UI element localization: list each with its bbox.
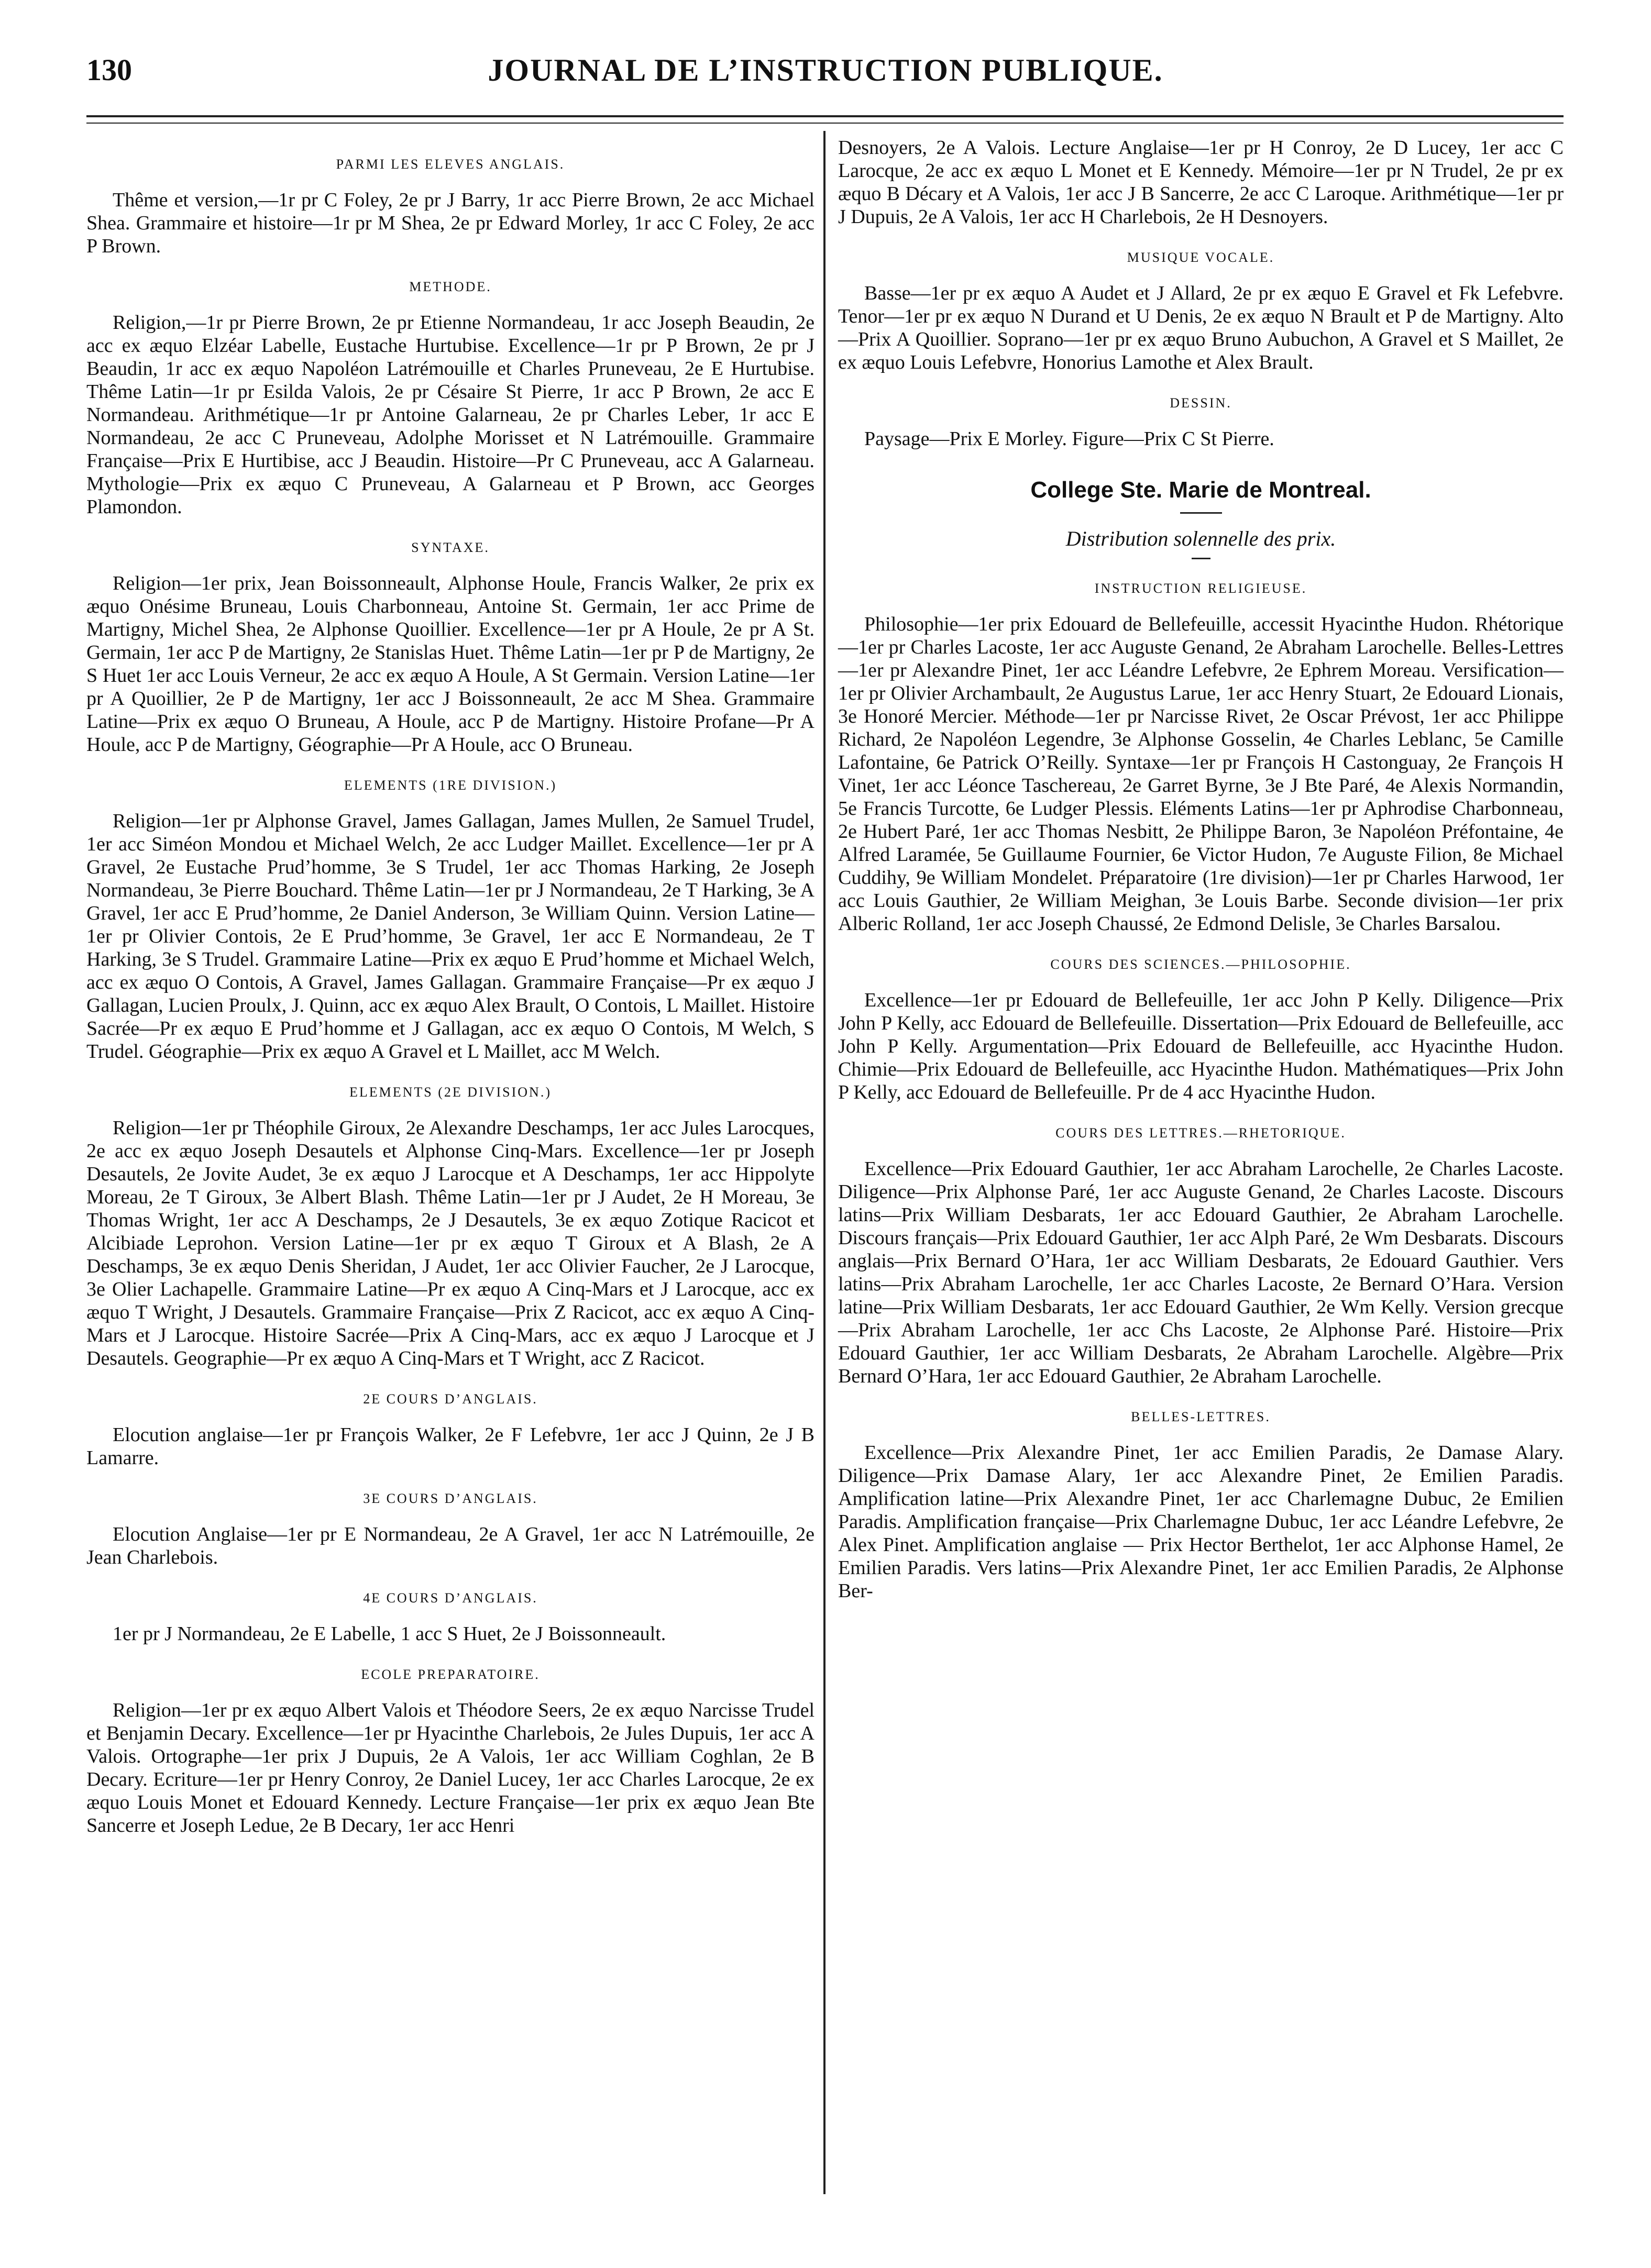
subtitle-rule [1192,558,1210,559]
section-text: Religion—1er pr Alphonse Gravel, James Gallagan, James Mullen, 2e Samuel Trudel, 1er acc Siméon Mondou et Michael Welch, 2e acc Ludger Maillet. Excellence—1er pr A Gravel, 2e Eustache Prud’homme, 3e S Trudel, 1er acc Thomas Harking, 2e Joseph Normandeau, 3e Pierre Bouchard. Thême Latin—1er pr J Normandeau, 2e T Harking, 3e A Gravel, 1er acc E Prud’homme, 2e Daniel Anderson, 3e William Quinn. Version Latine—1er pr Olivier Contois, 2e E Prud’homme, 3e Gravel, 1er acc E Normandeau, 2e T Harking, 3e S Trudel. Grammaire Latine—Prix ex æquo E Prud’homme et Michael Welch, acc ex æquo O Contois, A Gravel, James Gallagan. Grammaire Française—Pr ex æquo J Gallagan, Lucien Proulx, J. Quinn, acc ex æquo Alex Brault, O Contois, L Maillet. Histoire Sacrée—Pr ex æquo E Prud’homme et J Gallagan, acc ex æquo O Contois, M Welch, S Trudel. Géographie—Prix ex æquo A Gravel et L Maillet, acc M Welch. [86,810,815,1063]
section-heading: COURS DES SCIENCES.—PHILOSOPHIE. [1050,957,1351,972]
section-heading: INSTRUCTION RELIGIEUSE. [1094,581,1307,596]
section-text: Religion—1er pr Théophile Giroux, 2e Alexandre Deschamps, 1er acc Jules Larocques, 2e acc ex æquo Joseph Desautels et Alphonse Cinq-Mars. Excellence—1er pr Joseph Desautels, 2e Jovite Audet, 3e ex æquo J Larocque et A Deschamps, 1er acc Hippolyte Moreau, 2e T Giroux, 3e Albert Blash. Thême Latin—1er pr J Audet, 2e H Moreau, 3e Thomas Wright, 1er acc A Deschamps, 2e J Desautels, 3e ex æquo Zotique Racicot et Alcibiade Leprohon. Version Latine—1er pr ex æquo T Giroux et A Blash, 2e A Deschamps, 3e ex æquo Denis Sheridan, J Audet, 1er acc Olivier Faucher, 2e J Larocque, 3e Olier Lachapelle. Grammaire Latine—Pr ex æquo A Cinq-Mars et J Larocque, acc ex æquo T Wright, J Desautels. Grammaire Française—Prix Z Racicot, acc ex æquo A Cinq-Mars et J Larocque. Histoire Sacrée—Prix A Cinq-Mars, acc ex æquo J Larocque et J Desautels. Geographie—Pr ex æquo A Cinq-Mars et T Wright, acc Z Racicot. [86,1117,815,1369]
section-heading: BELLES-LETTRES. [1131,1409,1271,1424]
section-heading: COURS DES LETTRES.—RHETORIQUE. [1055,1125,1346,1141]
title-rule [1180,512,1222,514]
section-heading: 2E COURS D’ANGLAIS. [363,1391,538,1407]
section-text: Basse—1er pr ex æquo A Audet et J Allard, 2e pr ex æquo E Gravel et Fk Lefebvre. Tenor—1er pr ex æquo N Durand et U Denis, 2e ex æquo N Brault et P de Martigny. Alto—Prix A Quoillier. Soprano—1er pr ex æquo Bruno Aubuchon, A Gravel et S Maillet, 2e ex æquo Louis Lefebvre, Honorius Lamothe et Alex Brault. [838,282,1564,373]
section-text: Philosophie—1er prix Edouard de Bellefeuille, accessit Hyacinthe Hudon. Rhétorique—1er pr Charles Lacoste, 1er acc Auguste Genand, 2e Abraham Larochelle. Belles-Lettres—1er pr Alexandre Pinet, 1er acc Léandre Lefebvre, 2e Ephrem Moreau. Versification—1er pr Olivier Archambault, 2e Augustus Larue, 1er acc Henry Stuart, 2e Edouard Lionais, 3e Honoré Mercier. Méthode—1er pr Narcisse Rivet, 2e Oscar Prévost, 1er acc Philippe Richard, 2e Napoléon Legendre, 3e Alphonse Gosselin, 4e Charles Leblanc, 5e Camille Lafontaine, 6e Patrick O’Reilly. Syntaxe—1er pr François H Castonguay, 2e François H Vinet, 1er acc Léonce Taschereau, 2e Garret Byrne, 3e J Bte Paré, 4e Alexis Normandin, 5e Francis Turcotte, 6e Ludger Plessis. Eléments Latins—1er pr Aphrodise Charbonneau, 2e Hubert Paré, 1er acc Thomas Nesbitt, 2e Philippe Baron, 3e Napoléon Préfontaine, 4e Alfred Laramée, 5e Guillaume Fournier, 6e Victor Hudon, 7e Auguste Filion, 8e Michael Cuddihy, 9e William Mondelet. Préparatoire (1re division)—1er pr Charles Harwood, 1er acc Louis Gauthier, 2e William Meighan, 3e Louis Barbe. Seconde division—1er prix Alberic Rolland, 1er acc Joseph Chaussé, 2e Edmond Delisle, 3e Charles Barsalou. [838,613,1564,935]
section-text: 1er pr J Normandeau, 2e E Labelle, 1 acc S Huet, 2e J Boissonneault. [113,1623,666,1645]
continuation-text: Desnoyers, 2e A Valois. Lecture Anglaise—1er pr H Conroy, 2e D Lucey, 1er acc C Larocque, 2e acc ex æquo L Monet et E Kennedy. Mémoire—1er pr N Trudel, 2e pr ex æquo B Décary et A Valois, 1er acc J B Sancerre, 2e acc C Laroque. Arithmétique—1er pr J Dupuis, 2e A Valois, 1er acc H Charlebois, 2e H Desnoyers. [838,137,1564,228]
section-heading: ELEMENTS (2E DIVISION.) [349,1085,552,1100]
section-text: Religion,—1r pr Pierre Brown, 2e pr Etienne Normandeau, 1r acc Joseph Beaudin, 2e acc ex æquo Elzéar Labelle, Eustache Hurtubise. Excellence—1r pr P Brown, 2e pr J Beaudin, 1r acc ex æquo Napoléon Latrémouille et Charles Pruneveau, 2e E Hurtubise. Thême Latin—1r pr Esilda Valois, 2e pr Césaire St Pierre, 1r acc P Brown, 2e acc E Normandeau. Arithmétique—1r pr Antoine Galarneau, 2e pr Charles Leber, 1r acc E Normandeau, 2e acc C Pruneveau, Adolphe Morisset et N Latrémouille. Grammaire Française—Prix E Hurtibise, acc J Beaudin. Histoire—Pr C Pruneveau, acc A Galarneau. Mythologie—Prix ex æquo C Pruneveau, A Galarneau et P Brown, acc Georges Plamondon. [86,312,815,518]
section-heading: DESSIN. [1170,395,1232,411]
section-text: Excellence—Prix Edouard Gauthier, 1er acc Abraham Larochelle, 2e Charles Lacoste. Diligence—Prix Alphonse Paré, 1er acc Auguste Genand, 2e Charles Lacoste. Discours latins—Prix William Desbarats, 1er acc Edouard Gauthier, 2e Abraham Larochelle. Discours français—Prix Edouard Gauthier, 1er acc Alph Paré, 2e Wm Desbarats. Discours anglais—Prix Bernard O’Hara, 1er acc William Desbarats, 2e Edouard Gauthier. Vers latins—Prix Abraham Larochelle, 1er acc Charles Lacoste, 2e Bernard O’Hara. Version latine—Prix William Desbarats, 1er acc Edouard Gauthier, 2e Wm Kelly. Version grecque—Prix Abraham Larochelle, 1er acc Chs Lacoste, 2e Alphonse Paré. Histoire—Prix Edouard Gauthier, 1er acc William Desbarats, 2e Abraham Larochelle. Algèbre—Prix Bernard O’Hara, 1er acc Edouard Gauthier, 2e Abraham Larochelle. [838,1158,1564,1387]
section-text: Religion—1er prix, Jean Boissonneault, Alphonse Houle, Francis Walker, 2e prix ex æquo Onésime Bruneau, Louis Charbonneau, Antoine St. Germain, 1er acc Prime de Martigny, Michel Shea, 2e Alphonse Quoillier. Excellence—1er pr A Houle, 2e pr A St. Germain, 1er acc P de Martigny, 2e Stanislas Huet. Thême Latin—1er pr P de Martigny, 2e S Huet 1er acc Louis Verneur, 2e acc ex æquo A Houle, A St Germain. Version Latine—1er pr A Quoillier, 2e P de Martigny, 1er acc J Boissonneault, 2e acc M Shea. Grammaire Latine—Prix ex æquo O Bruneau, A Houle, acc P de Martigny. Histoire Profane—Pr A Houle, acc P de Martigny, Géographie—Pr A Houle, acc O Bruneau. [86,572,815,756]
section-text: Excellence—Prix Alexandre Pinet, 1er acc Emilien Paradis, 2e Damase Alary. Diligence—Prix Damase Alary, 1er acc Alexandre Pinet, 2e Emilien Paradis. Amplification latine—Prix Alexandre Pinet, 1er acc Charlemagne Dubuc, 2e Emilien Paradis. Amplification française—Prix Charlemagne Dubuc, 1er acc Léandre Lefebvre, 2e Alex Pinet. Amplification anglaise — Prix Hector Berthelot, 1er acc Alphonse Hamel, 2e Emilien Paradis. Vers latins—Prix Alexandre Pinet, 1er acc Emilien Paradis, 2e Alphonse Ber- [838,1442,1564,1602]
distribution-subtitle: Distribution solennelle des prix. [1065,527,1336,550]
section-heading: METHODE. [409,279,492,294]
section-text: Religion—1er pr ex æquo Albert Valois et Théodore Seers, 2e ex æquo Narcisse Trudel et Benjamin Decary. Excellence—1er pr Hyacinthe Charlebois, 2e Jules Dupuis, 1er acc A Valois. Ortographe—1er prix J Dupuis, 2e A Valois, 1er acc William Coghlan, 2e B Decary. Ecriture—1er pr Henry Conroy, 2e Daniel Lucey, 1er acc Charles Larocque, 2e ex æquo Louis Monet et Edouard Kennedy. Lecture Française—1er prix ex æquo Jean Bte Sancerre et Joseph Ledue, 2e B Decary, 1er acc Henri [86,1699,815,1836]
running-title: JOURNAL DE L’INSTRUCTION PUBLIQUE. [488,53,1163,87]
section-heading: 4E COURS D’ANGLAIS. [363,1590,538,1606]
college-title: College Ste. Marie de Montreal. [1030,477,1371,503]
section-text: Elocution anglaise—1er pr François Walker, 2e F Lefebvre, 1er acc J Quinn, 2e J B Lamarre. [86,1424,815,1469]
section-text: Elocution Anglaise—1er pr E Normandeau, 2e A Gravel, 1er acc N Latrémouille, 2e Jean Charlebois. [86,1523,815,1568]
section-heading: MUSIQUE VOCALE. [1127,250,1275,265]
page-number: 130 [86,53,132,87]
column-divider [823,131,826,2194]
section-heading: 3E COURS D’ANGLAIS. [363,1491,538,1506]
left-column [86,136,815,1842]
section-heading: SYNTAXE. [411,540,490,555]
section-heading: ECOLE PREPARATOIRE. [361,1667,540,1682]
header-rule [86,115,1564,124]
section-text: Thême et version,—1r pr C Foley, 2e pr J Barry, 1r acc Pierre Brown, 2e acc Michael Shea. Grammaire et histoire—1r pr M Shea, 2e pr Edward Morley, 1r acc C Foley, 2e acc P Brown. [86,189,815,257]
section-text: Excellence—1er pr Edouard de Bellefeuille, 1er acc John P Kelly. Diligence—Prix John P Kelly, acc Edouard de Bellefeuille. Dissertation—Prix Edouard de Bellefeuille, acc John P Kelly. Argumentation—Prix Edouard de Bellefeuille, acc Hyacinthe Hudon. Chimie—Prix Edouard de Bellefeuille, acc Hyacinthe Hudon. Mathématiques—Prix John P Kelly, acc Edouard de Bellefeuille. Pr de 4 acc Hyacinthe Hudon. [838,989,1564,1103]
section-heading: PARMI LES ELEVES ANGLAIS. [336,157,565,172]
section-heading: ELEMENTS (1RE DIVISION.) [344,778,557,793]
right-column [838,136,1564,1608]
section-text: Paysage—Prix E Morley. Figure—Prix C St Pierre. [864,428,1274,450]
